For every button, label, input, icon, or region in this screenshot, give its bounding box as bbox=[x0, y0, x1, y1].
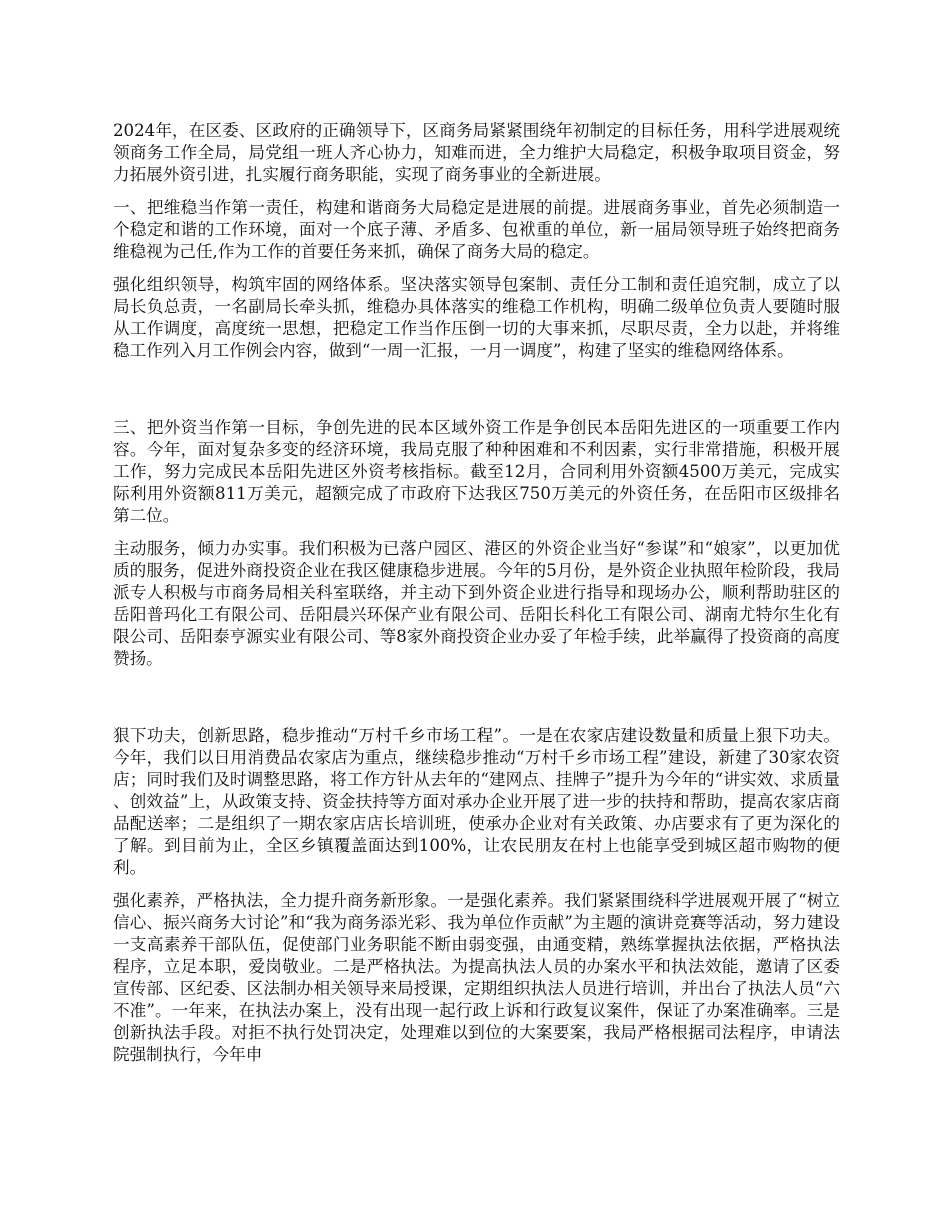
paragraph-organization: 强化组织领导，构筑牢固的网络体系。坚决落实领导包案制、责任分工制和责任追究制，成立了以局长负总责，一名副局长牵头抓，维稳办具体落实的维稳工作机构，明确二级单位负责人要随时服从工作调度，高度统一思想，把稳定工作当作压倒一切的大事来抓，尽职尽责，全力以赴，并将维稳工作列入月工作例会内容，做到“一周一汇报，一月一调度”，构建了坚实的维稳网络体系。 bbox=[113, 275, 840, 360]
paragraph-section-three: 三、把外资当作第一目标，争创先进的民本区域外资工作是争创民本岳阳先进区的一项重要工作内容。今年，面对复杂多变的经济环境，我局克服了种种困难和不利因素，实行非常措施，积极开展工作，努力完成民本岳阳先进区外资考核指标。截至12月，合同利用外资额4500万美元，完成实际利用外资额811万美元，超额完成了市政府下达我区750万美元的外资任务，在岳阳市区级排名第二位。 bbox=[113, 418, 840, 525]
paragraph-intro: 2024年，在区委、区政府的正确领导下，区商务局紧紧围绕年初制定的目标任务，用科学进展观统领商务工作全局，局党组一班人齐心协力，知难而进，全力维护大局稳定，积极争取项目资金，努力拓展外资引进，扎实履行商务职能，实现了商务事业的全新进展。 bbox=[113, 121, 840, 184]
paragraph-market-project: 狠下功夫，创新思路，稳步推动“万村千乡市场工程”。一是在农家店建设数量和质量上狠下功夫。今年，我们以日用消费品农家店为重点，继续稳步推动“万村千乡市场工程”建设，新建了30家农资店；同时我们及时调整思路，将工作方针从去年的“建网点、挂牌子”提升为今年的“讲实效、求质量、创效益”上，从政策支持、资金扶持等方面对承办企业开展了进一步的扶持和帮助，提高农家店商品配送率；二是组织了一期农家店店长培训班，使承办企业对有关政策、办店要求有了更为深化的了解。到目前为止，全区乡镇覆盖面达到100%，让农民朋友在村上也能享受到城区超市购物的便利。 bbox=[113, 726, 840, 877]
document-body bbox=[113, 120, 840, 1066]
paragraph-service: 主动服务，倾力办实事。我们积极为已落户园区、港区的外资企业当好“参谋”和“娘家”，以更加优质的服务，促进外商投资企业在我区健康稳步进展。今年的5月份，是外资企业执照年检阶段，我局派专人积极与市商务局相关科室联络，并主动下到外资企业进行指导和现场办公，顺利帮助驻区的岳阳普玛化工有限公司、岳阳晨兴环保产业有限公司、岳阳长科化工有限公司、湖南尤特尔生化有限公司、岳阳泰亨源实业有限公司、等8家外商投资企业办妥了年检手续，此举赢得了投资商的高度赞扬。 bbox=[113, 539, 840, 668]
paragraph-section-one: 一、把维稳当作第一责任，构建和谐商务大局稳定是进展的前提。进展商务事业，首先必须制造一个稳定和谐的工作环境，面对一个底子薄、矛盾多、包袱重的单位，新一届局领导班子始终把商务维稳视为己任,作为工作的首要任务来抓，确保了商务大局的稳定。 bbox=[113, 198, 840, 261]
paragraph-law-enforcement: 强化素养，严格执法，全力提升商务新形象。一是强化素养。我们紧紧围绕科学进展观开展了“树立信心、振兴商务大讨论”和“我为商务添光彩、我为单位作贡献”为主题的演讲竞赛等活动，努力建设一支高素养干部队伍，促使部门业务职能不断由弱变强，由通变精，熟练掌握执法依据，严格执法程序，立足本职，爱岗敬业。二是严格执法。为提高执法人员的办案水平和执法效能，邀请了区委宣传部、区纪委、区法制办相关领导来局授课，定期组织执法人员进行培训，并出台了执法人员“六不准”。一年来，在执法办案上，没有出现一起行政上诉和行政复议案件，保证了办案准确率。三是创新执法手段。对拒不执行处罚决定，处理难以到位的大案要案，我局严格根据司法程序，申请法院强制执行，今年申 bbox=[113, 891, 840, 1064]
